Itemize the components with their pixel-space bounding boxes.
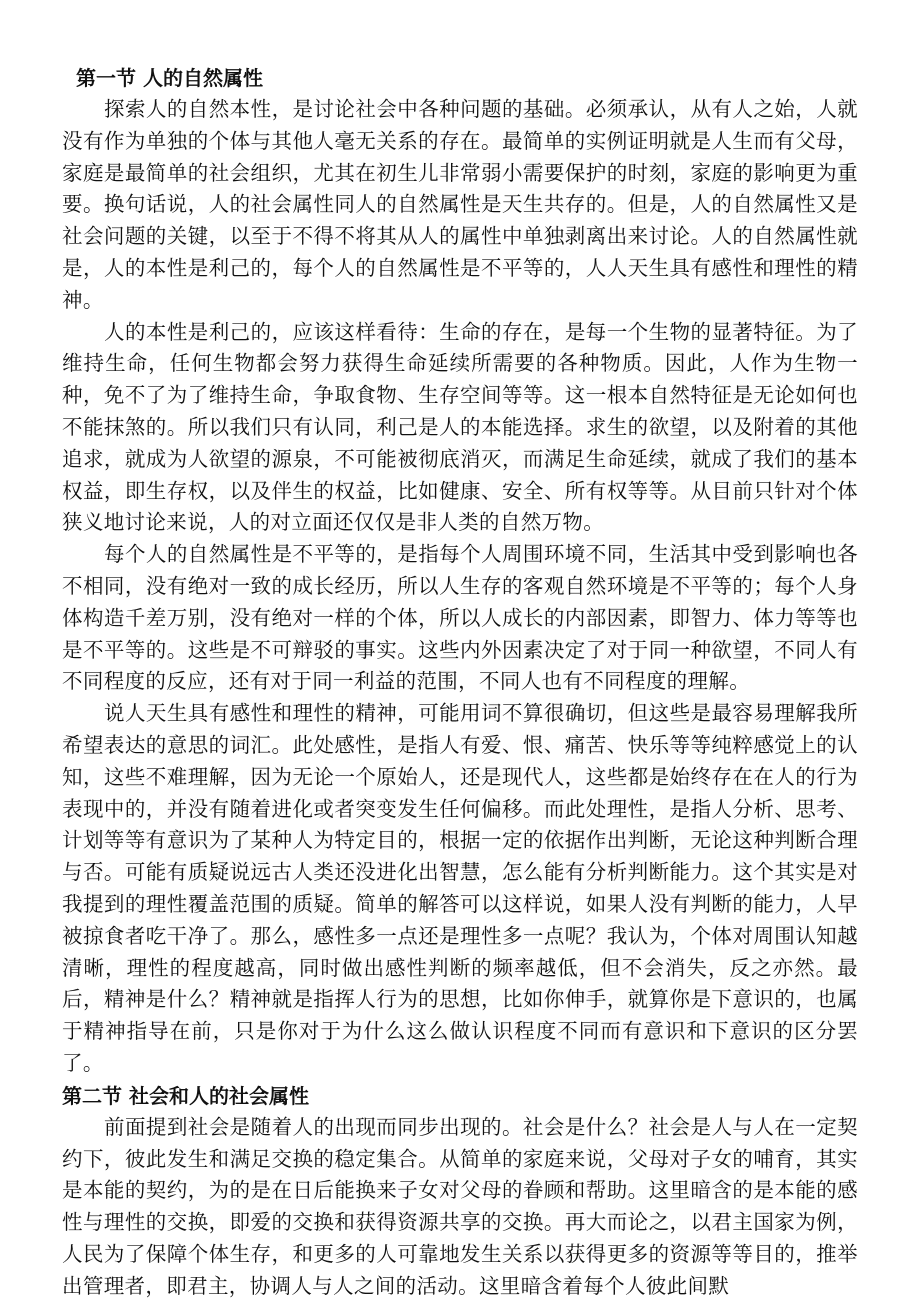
section-1-paragraph-3: 每个人的自然属性是不平等的，是指每个人周围环境不同，生活其中受到影响也各不相同，没有绝对一致的成长经历，所以人生存的客观自然环境是不平等的；每个人身体构造千差万别，没有绝对一样的个体，所以人成长的内部因素，即智力、体力等等也是不平等的。这些是不可辩驳的事实。这些内外因素决定了对于同一种欲望，不同人有不同程度的反应，还有对于同一利益的范围，不同人也有不同程度的理解。 xyxy=(62,542,858,694)
section-2-paragraph-1: 前面提到社会是随着人的出现而同步出现的。社会是什么？社会是人与人在一定契约下，彼此发生和满足交换的稳定集合。从简单的家庭来说，父母对子女的哺育，其实是本能的契约，为的是在日后能换来子女对父母的眷顾和帮助。这里暗含的是本能的感性与理性的交换，即爱的交换和获得资源共享的交换。再大而论之，以君主国家为例，人民为了保障个体生存，和更多的人可靠地发生关系以获得更多的资源等等目的，推举出管理者，即君主，协调人与人之间的活动。这里暗含着每个人彼此间默 xyxy=(62,1114,858,1298)
section-1-title: 第一节 人的自然属性 xyxy=(76,66,263,90)
section-2-title: 第二节 社会和人的社会属性 xyxy=(62,1083,309,1108)
section-1-paragraph-1: 探索人的自然本性，是讨论社会中各种问题的基础。必须承认，从有人之始，人就没有作为单独的个体与其他人毫无关系的存在。最简单的实例证明就是人生而有父母，家庭是最简单的社会组织，尤其在初生儿非常弱小需要保护的时刻，家庭的影响更为重要。换句话说，人的社会属性同人的自然属性是天生共存的。但是，人的自然属性又是社会问题的关键，以至于不得不将其从人的属性中单独剥离出来讨论。人的自然属性就是，人的本性是利己的，每个人的自然属性是不平等的，人人天生具有感性和理性的精神。 xyxy=(62,97,858,312)
section-1-paragraph-4: 说人天生具有感性和理性的精神，可能用词不算很确切，但这些是最容易理解我所希望表达的意思的词汇。此处感性，是指人有爱、恨、痛苦、快乐等等纯粹感觉上的认知，这些不难理解，因为无论一个原始人，还是现代人，这些都是始终存在在人的行为表现中的，并没有随着进化或者突变发生任何偏移。而此处理性，是指人分析、思考、计划等等有意识为了某种人为特定目的，根据一定的依据作出判断，无论这种判断合理与否。可能有质疑说远古人类还没进化出智慧，怎么能有分析判断能力。这个其实是对我提到的理性覆盖范围的质疑。简单的解答可以这样说，如果人没有判断的能力，人早被掠食者吃干净了。那么，感性多一点还是理性多一点呢？我认为，个体对周围认知越清晰，理性的程度越高，同时做出感性判断的频率越低，但不会消失，反之亦然。最后，精神是什么？精神就是指挥人行为的思想，比如你伸手，就算你是下意识的，也属于精神指导在前，只是你对于为什么这么做认识程度不同而有意识和下意识的区分罢了。 xyxy=(62,701,858,1075)
section-1-paragraph-2: 人的本性是利己的，应该这样看待：生命的存在，是每一个生物的显著特征。为了维持生命，任何生物都会努力获得生命延续所需要的各种物质。因此，人作为生物一种，免不了为了维持生命，争取食物、生存空间等等。这一根本自然特征是无论如何也不能抹煞的。所以我们只有认同，利己是人的本能选择。求生的欲望，以及附着的其他追求，就成为人欲望的源泉，不可能被彻底消灭，而满足生命延续，就成了我们的基本权益，即生存权，以及伴生的权益，比如健康、安全、所有权等等。从目前只针对个体狭义地讨论来说，人的对立面还仅仅是非人类的自然万物。 xyxy=(62,319,858,535)
document-page xyxy=(62,62,858,1302)
